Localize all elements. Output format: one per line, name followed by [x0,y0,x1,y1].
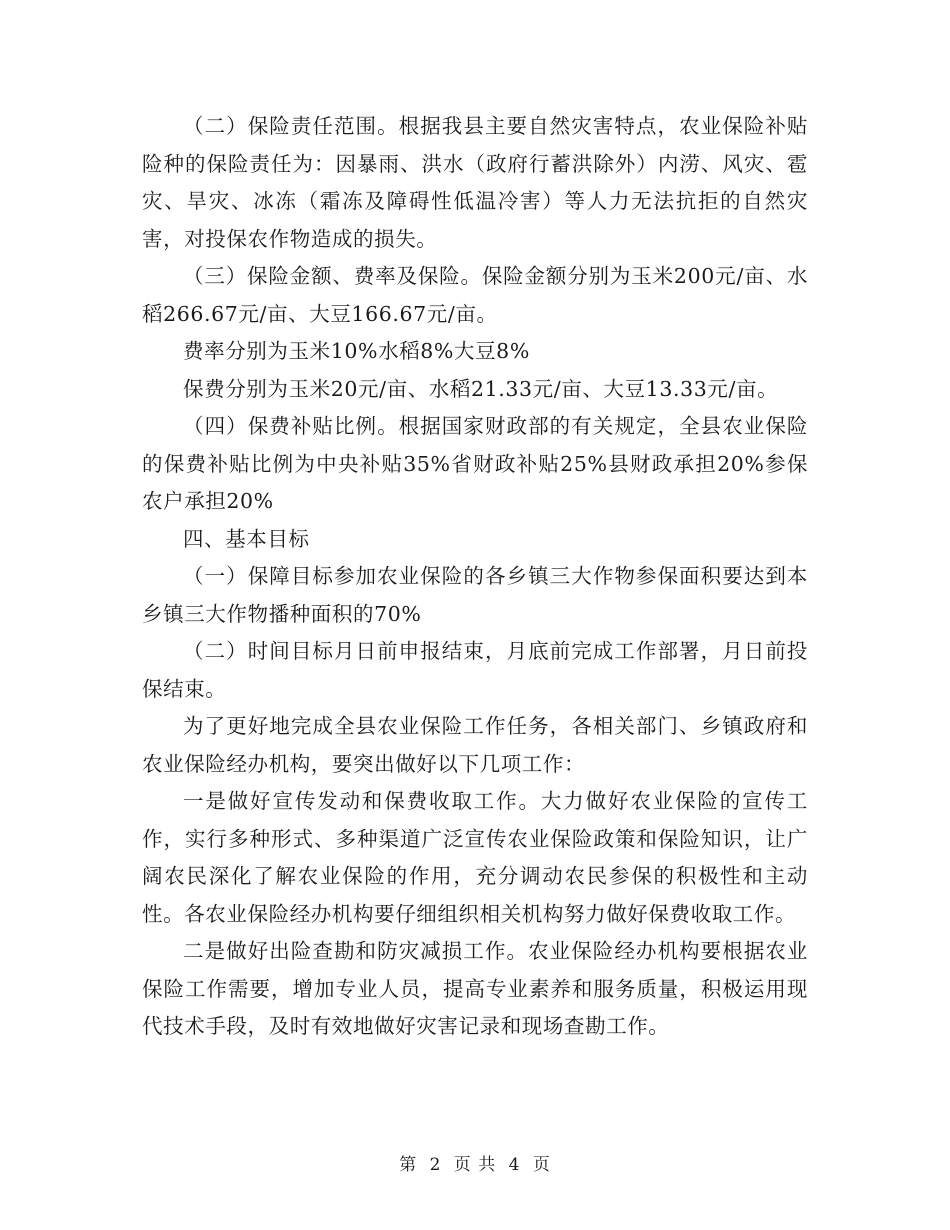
footer-prefix: 第 [399,1155,418,1175]
paragraph-time-goal: （二）时间目标月日前申报结束，月底前完成工作部署，月日前投保结束。 [142,639,808,701]
footer-suffix: 页 [532,1155,551,1175]
page-total: 4 [508,1155,521,1175]
document-body [142,108,808,1046]
paragraph-premium: 保费分别为玉米20元/亩、水稻21.33元/亩、大豆13.33元/亩。 [183,376,779,401]
paragraph-rate: 费率分别为玉米10%水稻8%大豆8% [183,339,530,363]
paragraph-insurance-amount: （三）保险金额、费率及保险。保险金额分别为玉米200元/亩、水稻266.67元/亩、大豆166.67元/亩。 [142,264,808,326]
paragraph-publicity-work: 一是做好宣传发动和保费收取工作。大力做好农业保险的宣传工作，实行多种形式、多种渠道广泛宣传农业保险政策和保险知识，让广阔农民深化了解农业保险的作用，充分调动农民参保的积极性和主动性。各农业保险经办机构要仔细组织相关机构努力做好保费收取工作。 [142,789,808,926]
section-heading-basic-goals: 四、基本目标 [183,526,310,551]
paragraph-subsidy-ratio: （四）保费补贴比例。根据国家财政部的有关规定，全县农业保险的保费补贴比例为中央补贴35%省财政补贴25%县财政承担20%参保农户承担20% [142,414,808,513]
paragraph-insurance-scope: （二）保险责任范围。根据我县主要自然灾害特点，农业保险补贴险种的保险责任为：因暴雨、洪水（政府行蓄洪除外）内涝、风灾、雹灾、旱灾、冰冻（霜冻及障碍性低温冷害）等人力无法抗拒的自然灾害，对投保农作物造成的损失。 [142,114,808,251]
footer-middle: 页 共 [453,1155,497,1175]
paragraph-work-intro: 为了更好地完成全县农业保险工作任务，各相关部门、乡镇政府和农业保险经办机构，要突出做好以下几项工作： [142,714,808,776]
page-number: 2 [429,1155,442,1175]
page-footer [0,1150,950,1175]
paragraph-survey-work: 二是做好出险查勘和防灾减损工作。农业保险经办机构要根据农业保险工作需要，增加专业人员，提高专业素养和服务质量，积极运用现代技术手段，及时有效地做好灾害记录和现场查勘工作。 [142,939,808,1038]
paragraph-guarantee-goal: （一）保障目标参加农业保险的各乡镇三大作物参保面积要达到本乡镇三大作物播种面积的70% [142,564,808,626]
